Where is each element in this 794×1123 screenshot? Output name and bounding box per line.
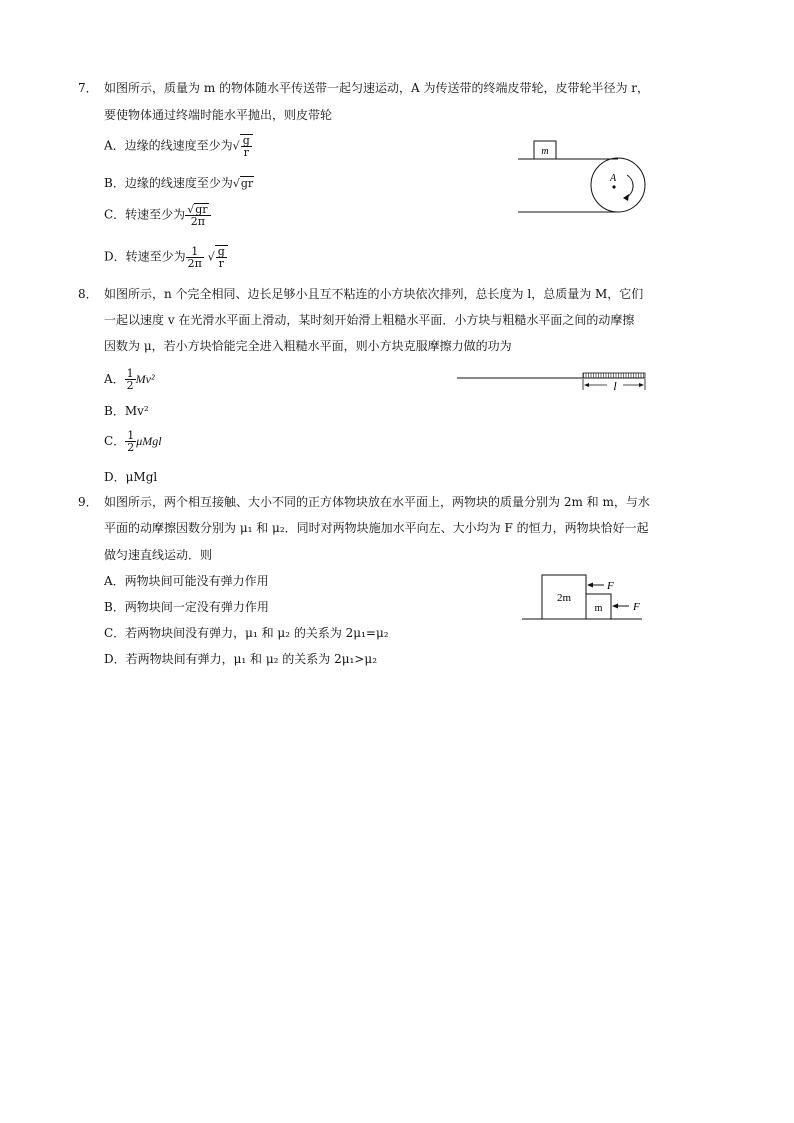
q9-stem-line3: 做匀速直线运动．则	[104, 548, 213, 562]
q7-option-a-sqrt: √ $\frac{g}{r}$	[233, 134, 253, 158]
q7-stem-line1: 如图所示，质量为 m 的物体随水平传送带一起匀速运动，A 为传送带的终端皮带轮，皮带轮半径为 r，	[104, 81, 650, 95]
q7-conveyor-figure	[510, 135, 650, 220]
q7-wheel-label: A	[609, 173, 617, 184]
q7-rotation-arrowhead-icon	[623, 194, 629, 201]
q9-big-block-label: 2m	[556, 592, 572, 604]
q9-force-bottom-label: F	[633, 601, 640, 613]
q7-number: 7．	[78, 81, 98, 95]
q7-option-b-label: B．边缘的线速度至少为	[104, 176, 233, 190]
q7-block-label: m	[541, 146, 549, 157]
q8-block-row	[583, 373, 645, 378]
q7-option-d-fraction: $\frac{1}{2\pi}$	[187, 244, 202, 270]
q8-option-a-label: A．	[104, 372, 125, 386]
q9-stem-line1: 如图所示，两个相互接触、大小不同的正方体物块放在水平面上，两物块的质量分别为 2m 和 m，与水	[104, 495, 650, 509]
q8-dim-left-arrow-icon	[584, 383, 589, 387]
q8-option-c-label: C．	[104, 434, 126, 448]
q9-blocks-figure	[518, 570, 653, 625]
q8-option-c-fraction: $\frac{1}{2}$	[127, 429, 135, 454]
q7-option-a	[104, 134, 253, 158]
q9-small-block-label: m	[594, 603, 603, 614]
q7-option-b	[104, 176, 254, 191]
q9-stem-line2: 平面的动摩擦因数分别为 μ₁ 和 μ₂．同时对两物块施加水平向左、大小均为 F 的恒力，两物块恰好一起	[104, 521, 649, 535]
q8-number: 8．	[78, 287, 98, 301]
q7-option-b-sqrt: √gr	[232, 177, 254, 190]
q8-option-d: D．μMgl	[104, 470, 158, 484]
q8-stem-line2: 一起以速度 v 在光滑水平面上滑动，某时刻开始滑上粗糙水平面．小方块与粗糙水平面之间的动摩擦	[104, 313, 635, 327]
q9-force-bottom-arrowhead-icon	[612, 604, 618, 609]
q9-force-top-label: F	[607, 580, 614, 592]
q9-option-a: A．两物块间可能没有弹力作用	[104, 574, 269, 588]
q8-surface-figure	[455, 368, 655, 394]
q7-option-c-label: C．转速至少为	[104, 207, 186, 222]
q9-option-d: D．若两物块间有弹力，μ₁ 和 μ₂ 的关系为 2μ₁>μ₂	[104, 652, 378, 666]
q7-option-c-fraction: $\frac{√gr}{2\pi}$	[185, 203, 210, 227]
q7-option-d-label: D．转速至少为	[104, 249, 186, 264]
q8-option-c-expr: μMgl	[136, 434, 162, 448]
q8-dim-right-arrow-icon	[639, 383, 644, 387]
q8-option-a-fraction: $\frac{1}{2}$	[126, 367, 134, 392]
q7-pulley-axle	[612, 185, 615, 188]
q7-option-a-label: A．边缘的线速度至少为	[104, 138, 233, 153]
q7-rotation-arrow-icon	[627, 175, 633, 197]
q7-option-c	[104, 203, 211, 227]
q8-option-b: B．Mv²	[104, 404, 149, 418]
q8-stem-line1: 如图所示，n 个完全相同、边长足够小且互不粘连的小方块依次排列，总长度为 l，总质量为 M，它们	[104, 287, 644, 301]
q8-option-a-expr: Mv²	[135, 372, 155, 386]
q7-pulley-wheel	[591, 158, 645, 212]
q8-length-label: l	[613, 379, 617, 393]
q8-option-c	[104, 430, 162, 453]
q8-option-a	[104, 368, 155, 391]
q9-number: 9．	[78, 495, 98, 509]
q8-stem-line3: 因数为 μ，若小方块恰能完全进入粗糙水平面，则小方块克服摩擦力做的功为	[104, 339, 512, 353]
q9-option-b: B．两物块间一定没有弹力作用	[104, 600, 269, 614]
q9-force-top-arrowhead-icon	[587, 583, 593, 588]
q7-stem-line2: 要使物体通过终端时能水平抛出，则皮带轮	[104, 108, 333, 122]
q7-option-d-sqrt: √ $\frac{g}{r}$	[208, 245, 228, 269]
q7-option-d	[104, 245, 228, 269]
q9-option-c: C．若两物块间没有弹力，μ₁ 和 μ₂ 的关系为 2μ₁=μ₂	[104, 626, 389, 640]
